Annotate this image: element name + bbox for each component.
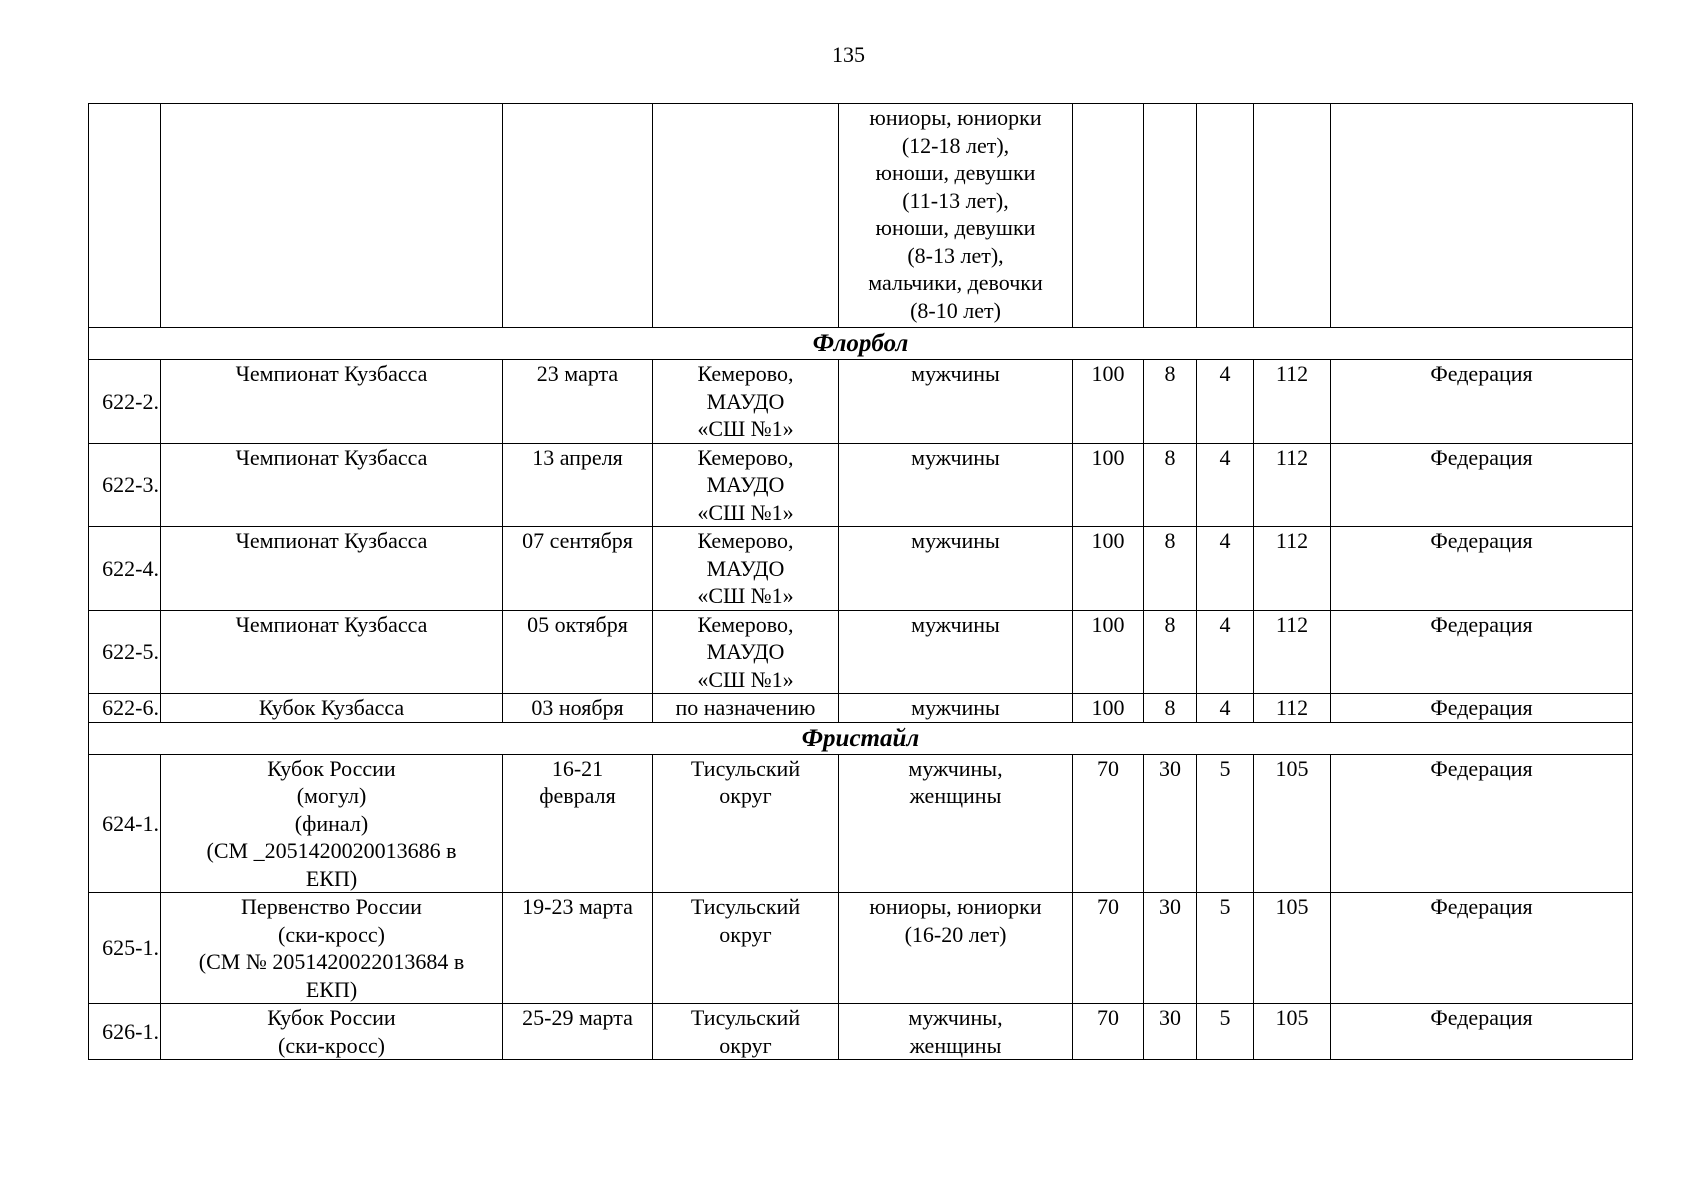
cell-line: (8-10 лет) — [910, 297, 1001, 323]
cell-count-1: 100 — [1073, 360, 1144, 444]
cell-line: Первенство России — [241, 894, 422, 919]
cell-line: Чемпионат Кузбасса — [235, 361, 428, 386]
cell-organizer: Федерация — [1331, 893, 1633, 1004]
cell-num: 622-4. — [89, 527, 161, 611]
cell-category — [839, 893, 1073, 1004]
cell-date — [503, 1004, 653, 1060]
cell-line: (16-20 лет) — [904, 921, 1007, 947]
cell-line: (финал) — [294, 810, 369, 836]
cell-date — [503, 694, 653, 723]
cell-line: юноши, девушки — [875, 215, 1036, 240]
cell-line: 19-23 марта — [522, 894, 633, 919]
cell-count-1: 100 — [1073, 527, 1144, 611]
cell-num: 622-6. — [89, 694, 161, 723]
continuation-row — [89, 104, 1633, 328]
cell-organizer: Федерация — [1331, 1004, 1633, 1060]
cell-category — [839, 1004, 1073, 1060]
cell-line: Кемерово, — [697, 361, 794, 386]
cell-line: (СМ № 2051420022013684 в — [198, 949, 465, 974]
cell-num: 622-3. — [89, 443, 161, 527]
cell-line: мужчины — [911, 695, 1000, 720]
cell-line: мальчики, девочки — [868, 270, 1043, 295]
cell-organizer: Федерация — [1331, 443, 1633, 527]
cell-line: юниоры, юниорки — [869, 894, 1042, 919]
cell-line: Тисульский — [690, 894, 801, 919]
cell-count-total: 112 — [1254, 610, 1331, 694]
cell-num: 622-2. — [89, 360, 161, 444]
cell-line: Чемпионат Кузбасса — [235, 444, 428, 470]
table-row — [89, 754, 1633, 893]
cell-line: округ — [719, 1032, 772, 1058]
cell-line: 13 апреля — [532, 444, 623, 470]
cell-date — [503, 754, 653, 893]
cell-line: мужчины — [911, 444, 1000, 470]
cell-line: женщины — [909, 1032, 1002, 1058]
cell-count-3: 5 — [1197, 1004, 1254, 1060]
cell-place — [653, 893, 839, 1004]
cell-line: МАУДО — [706, 472, 785, 497]
cell-line: МАУДО — [706, 639, 785, 664]
cell-line: 05 октября — [527, 611, 628, 637]
cell-line: мужчины — [911, 361, 1000, 386]
table-row — [89, 1004, 1633, 1060]
cell-line: 23 марта — [536, 361, 619, 386]
cell-date — [503, 104, 653, 328]
cell-category — [839, 104, 1073, 328]
cell-num: 622-5. — [89, 610, 161, 694]
cell-count-1: 100 — [1073, 610, 1144, 694]
cell-count-2: 30 — [1144, 1004, 1197, 1060]
cell-count-2: 8 — [1144, 610, 1197, 694]
cell-count-3: 5 — [1197, 754, 1254, 893]
cell-count-total: 105 — [1254, 1004, 1331, 1060]
cell-line: 16-21 — [551, 755, 604, 781]
cell-count-2: 8 — [1144, 694, 1197, 723]
cell-date — [503, 893, 653, 1004]
cell-count-total: 105 — [1254, 754, 1331, 893]
cell-line: «СШ №1» — [697, 416, 794, 441]
section-title: Флорбол — [89, 328, 1633, 360]
cell-line: ЕКП) — [305, 976, 358, 1002]
cell-line: (ски-кросс) — [278, 1032, 385, 1058]
cell-line: МАУДО — [706, 555, 785, 581]
cell-count-1: 70 — [1073, 893, 1144, 1004]
cell-line: «СШ №1» — [697, 666, 794, 692]
cell-num: 626-1. — [89, 1004, 161, 1060]
cell-count-total — [1254, 104, 1331, 328]
cell-line: Чемпионат Кузбасса — [235, 611, 428, 637]
cell-count-2: 8 — [1144, 527, 1197, 611]
cell-category — [839, 443, 1073, 527]
cell-line: 03 ноября — [531, 695, 624, 720]
table-row — [89, 443, 1633, 527]
section-header-row — [89, 722, 1633, 754]
cell-count-3 — [1197, 104, 1254, 328]
cell-organizer: Федерация — [1331, 694, 1633, 723]
cell-line: 07 сентября — [522, 528, 633, 553]
cell-count-2: 30 — [1144, 754, 1197, 893]
cell-date — [503, 360, 653, 444]
cell-line: мужчины — [911, 611, 1000, 637]
cell-line: МАУДО — [706, 388, 785, 414]
cell-line: Кемерово, — [697, 444, 794, 470]
cell-line: (могул) — [296, 783, 367, 808]
cell-line: мужчины — [911, 528, 1000, 553]
cell-line: (ски-кросс) — [278, 921, 385, 947]
cell-category — [839, 360, 1073, 444]
cell-line: юниоры, юниорки — [869, 105, 1042, 130]
table-row — [89, 893, 1633, 1004]
cell-line: Кемерово, — [697, 528, 794, 553]
cell-line: Кемерово, — [697, 611, 794, 637]
cell-event — [161, 443, 503, 527]
cell-place — [653, 443, 839, 527]
cell-line: Кубок России — [267, 1005, 396, 1030]
cell-event — [161, 527, 503, 611]
cell-line: по назначению — [675, 695, 816, 720]
cell-count-1: 100 — [1073, 443, 1144, 527]
cell-count-2: 8 — [1144, 360, 1197, 444]
cell-event — [161, 694, 503, 723]
table-row — [89, 610, 1633, 694]
cell-place — [653, 527, 839, 611]
cell-line: 25-29 марта — [522, 1005, 633, 1030]
cell-line: «СШ №1» — [697, 499, 794, 525]
cell-organizer: Федерация — [1331, 754, 1633, 893]
cell-line: ЕКП) — [305, 865, 358, 891]
cell-place — [653, 360, 839, 444]
cell-line: мужчины, — [908, 755, 1003, 781]
cell-count-2: 8 — [1144, 443, 1197, 527]
cell-organizer: Федерация — [1331, 360, 1633, 444]
section-title: Фристайл — [89, 722, 1633, 754]
table-row — [89, 527, 1633, 611]
cell-count-total: 112 — [1254, 694, 1331, 723]
table-row — [89, 360, 1633, 444]
cell-organizer: Федерация — [1331, 610, 1633, 694]
cell-line: (12-18 лет), — [901, 132, 1010, 158]
cell-line: Кубок Кузбасса — [258, 695, 405, 720]
cell-event — [161, 360, 503, 444]
cell-line: женщины — [909, 783, 1002, 808]
table-row — [89, 694, 1633, 723]
cell-count-3: 4 — [1197, 610, 1254, 694]
events-table — [88, 103, 1633, 1060]
page-number: 135 — [832, 42, 865, 67]
cell-line: (11-13 лет), — [902, 187, 1009, 213]
cell-category — [839, 527, 1073, 611]
cell-organizer — [1331, 104, 1633, 328]
cell-count-1: 100 — [1073, 694, 1144, 723]
cell-count-1 — [1073, 104, 1144, 328]
cell-category — [839, 694, 1073, 723]
cell-line: округ — [719, 783, 772, 808]
cell-line: февраля — [539, 783, 616, 808]
cell-count-total: 112 — [1254, 443, 1331, 527]
cell-line: мужчины, — [908, 1005, 1003, 1030]
cell-event — [161, 104, 503, 328]
table-body — [89, 104, 1633, 1060]
cell-count-3: 4 — [1197, 360, 1254, 444]
cell-count-total: 105 — [1254, 893, 1331, 1004]
cell-line: округ — [719, 921, 772, 947]
cell-organizer: Федерация — [1331, 527, 1633, 611]
cell-count-2 — [1144, 104, 1197, 328]
cell-num — [89, 104, 161, 328]
cell-event — [161, 610, 503, 694]
cell-line: (СМ _2051420020013686 в — [206, 838, 457, 863]
cell-line: Тисульский — [690, 755, 801, 781]
cell-line: «СШ №1» — [697, 583, 794, 608]
cell-line: юноши, девушки — [875, 160, 1036, 185]
cell-num: 625-1. — [89, 893, 161, 1004]
cell-date — [503, 443, 653, 527]
cell-event — [161, 893, 503, 1004]
section-header-row — [89, 328, 1633, 360]
cell-category — [839, 610, 1073, 694]
cell-count-total: 112 — [1254, 527, 1331, 611]
cell-count-3: 4 — [1197, 694, 1254, 723]
cell-place — [653, 610, 839, 694]
cell-place — [653, 104, 839, 328]
cell-date — [503, 527, 653, 611]
cell-category — [839, 754, 1073, 893]
cell-count-3: 4 — [1197, 527, 1254, 611]
cell-line: (8-13 лет), — [907, 242, 1004, 268]
cell-count-2: 30 — [1144, 893, 1197, 1004]
cell-count-1: 70 — [1073, 754, 1144, 893]
cell-place — [653, 754, 839, 893]
cell-date — [503, 610, 653, 694]
cell-count-3: 5 — [1197, 893, 1254, 1004]
cell-place — [653, 1004, 839, 1060]
cell-line: Чемпионат Кузбасса — [235, 528, 428, 553]
cell-count-total: 112 — [1254, 360, 1331, 444]
cell-line: Тисульский — [690, 1005, 801, 1030]
cell-event — [161, 754, 503, 893]
cell-event — [161, 1004, 503, 1060]
cell-count-1: 70 — [1073, 1004, 1144, 1060]
cell-place — [653, 694, 839, 723]
cell-num: 624-1. — [89, 754, 161, 893]
cell-count-3: 4 — [1197, 443, 1254, 527]
cell-line: Кубок России — [267, 755, 396, 781]
